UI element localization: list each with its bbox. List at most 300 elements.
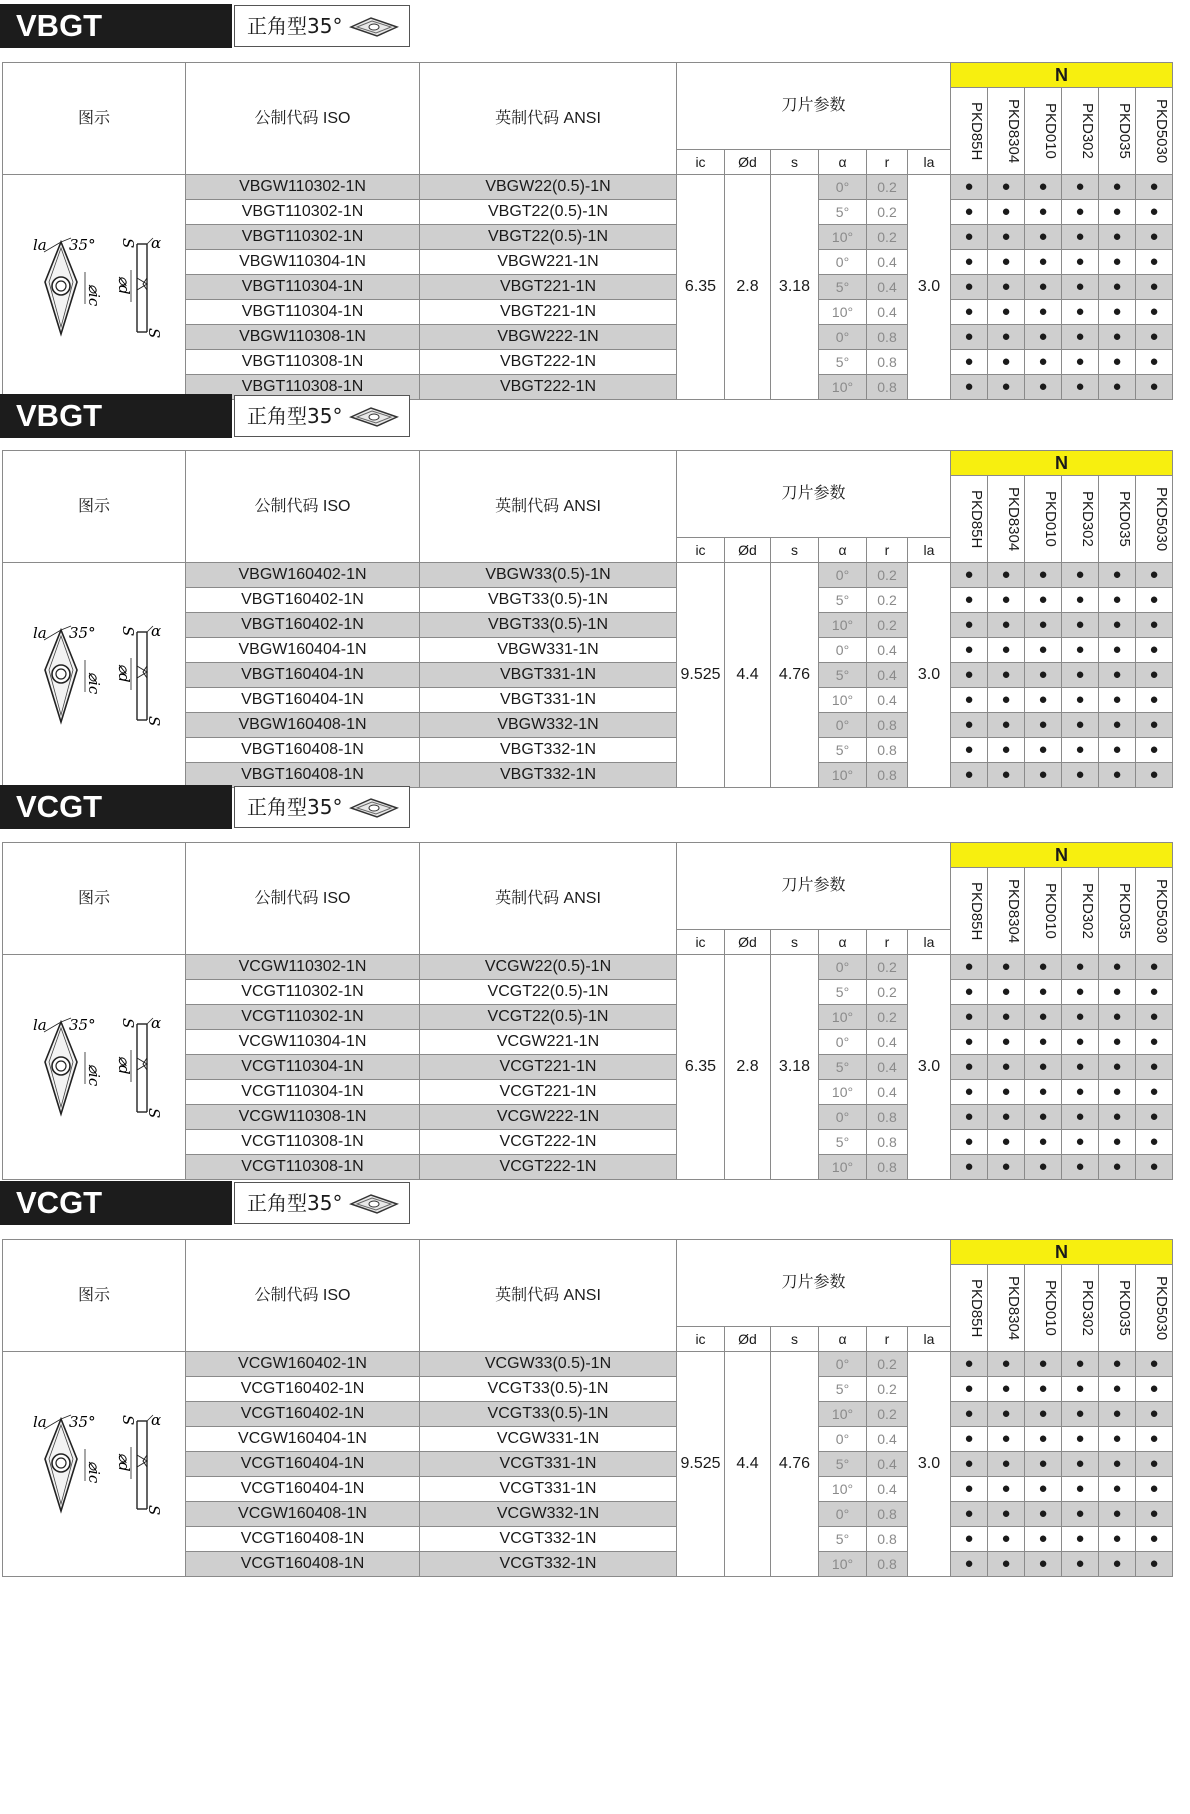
iso-code: VBGT160402-1N xyxy=(186,613,420,638)
availability-dot: ● xyxy=(1025,1502,1062,1527)
availability-dot: ● xyxy=(1136,1005,1173,1030)
r-value: 0.4 xyxy=(867,1477,908,1502)
param-subheader: Ød xyxy=(725,538,771,563)
grade-header-pkd8304: PKD8304 xyxy=(988,88,1025,175)
alpha-label: α xyxy=(151,233,162,252)
alpha-label: α xyxy=(151,1013,162,1032)
availability-dot: ● xyxy=(1025,275,1062,300)
s-thickness-label: S xyxy=(145,327,163,338)
ansi-code: VBGT22(0.5)-1N xyxy=(420,225,677,250)
header-row xyxy=(3,843,1173,868)
availability-dot: ● xyxy=(1136,763,1173,788)
iso-code: VBGT160408-1N xyxy=(186,738,420,763)
availability-dot: ● xyxy=(1062,980,1099,1005)
la-label: la xyxy=(33,623,47,642)
availability-dot: ● xyxy=(951,588,988,613)
param-subheader: Ød xyxy=(725,150,771,175)
alpha-value: 10° xyxy=(819,1005,867,1030)
availability-dot: ● xyxy=(1136,563,1173,588)
insert-geometry-diagram xyxy=(19,1401,169,1521)
param-subheader: s xyxy=(771,150,819,175)
param-subheader: s xyxy=(771,930,819,955)
grade-header-pkd8304: PKD8304 xyxy=(988,868,1025,955)
insert-spec-table xyxy=(2,62,1173,400)
ansi-code: VCGW22(0.5)-1N xyxy=(420,955,677,980)
availability-dot: ● xyxy=(951,638,988,663)
availability-dot: ● xyxy=(1025,1452,1062,1477)
r-value: 0.4 xyxy=(867,1427,908,1452)
grade-header-pkd302: PKD302 xyxy=(1062,1265,1099,1352)
rhombus-insert-icon xyxy=(349,406,399,428)
la-value: 3.0 xyxy=(908,955,951,1180)
availability-dot: ● xyxy=(1025,225,1062,250)
availability-dot: ● xyxy=(988,1080,1025,1105)
availability-dot: ● xyxy=(1062,325,1099,350)
angle-label: 35° xyxy=(69,235,96,254)
grade-header-pkd010: PKD010 xyxy=(1025,476,1062,563)
iso-code: VCGW110304-1N xyxy=(186,1030,420,1055)
alpha-value: 5° xyxy=(819,200,867,225)
param-subheader: la xyxy=(908,150,951,175)
availability-dot: ● xyxy=(951,1055,988,1080)
availability-dot: ● xyxy=(1062,738,1099,763)
grade-header-pkd85h: PKD85H xyxy=(951,476,988,563)
header-row xyxy=(3,1240,1173,1265)
availability-dot: ● xyxy=(951,350,988,375)
insert-code-title: VBGT xyxy=(0,394,232,438)
material-group-header: N xyxy=(951,451,1173,476)
availability-dot: ● xyxy=(1099,1105,1136,1130)
ic-label: ⌀ic xyxy=(85,1460,103,1483)
availability-dot: ● xyxy=(1136,1130,1173,1155)
grade-header-pkd85h: PKD85H xyxy=(951,868,988,955)
availability-dot: ● xyxy=(988,375,1025,400)
iso-code: VBGW110308-1N xyxy=(186,325,420,350)
availability-dot: ● xyxy=(951,250,988,275)
iso-code: VBGT160404-1N xyxy=(186,663,420,688)
availability-dot: ● xyxy=(1099,1352,1136,1377)
param-subheader: r xyxy=(867,1327,908,1352)
r-value: 0.8 xyxy=(867,1527,908,1552)
ansi-code: VCGT22(0.5)-1N xyxy=(420,1005,677,1030)
ansi-code: VBGW33(0.5)-1N xyxy=(420,563,677,588)
ansi-code: VCGW332-1N xyxy=(420,1502,677,1527)
param-subheader: ic xyxy=(677,1327,725,1352)
ansi-code: VBGT331-1N xyxy=(420,688,677,713)
la-label: la xyxy=(33,1412,47,1431)
availability-dot: ● xyxy=(951,375,988,400)
availability-dot: ● xyxy=(1025,638,1062,663)
availability-dot: ● xyxy=(1099,1452,1136,1477)
availability-dot: ● xyxy=(1025,1105,1062,1130)
r-value: 0.4 xyxy=(867,250,908,275)
r-value: 0.4 xyxy=(867,663,908,688)
iso-code: VCGW110302-1N xyxy=(186,955,420,980)
availability-dot: ● xyxy=(1025,1030,1062,1055)
insert-type-label: 正角型35° xyxy=(247,1191,343,1215)
iso-code: VBGW110302-1N xyxy=(186,175,420,200)
availability-dot: ● xyxy=(951,1005,988,1030)
param-subheader: r xyxy=(867,930,908,955)
ansi-header: 英制代码 ANSI xyxy=(420,1240,677,1352)
availability-dot: ● xyxy=(988,1552,1025,1577)
grade-header-pkd302: PKD302 xyxy=(1062,476,1099,563)
availability-dot: ● xyxy=(951,713,988,738)
ansi-header: 英制代码 ANSI xyxy=(420,843,677,955)
ic-value: 9.525 xyxy=(677,1352,725,1577)
availability-dot: ● xyxy=(1136,1352,1173,1377)
ansi-code: VBGW332-1N xyxy=(420,713,677,738)
availability-dot: ● xyxy=(951,1527,988,1552)
availability-dot: ● xyxy=(1062,688,1099,713)
availability-dot: ● xyxy=(988,350,1025,375)
s-value: 4.76 xyxy=(771,1352,819,1577)
iso-header: 公制代码 ISO xyxy=(186,451,420,563)
r-value: 0.2 xyxy=(867,955,908,980)
r-value: 0.8 xyxy=(867,375,908,400)
alpha-value: 5° xyxy=(819,1055,867,1080)
availability-dot: ● xyxy=(1099,200,1136,225)
r-value: 0.8 xyxy=(867,713,908,738)
ansi-code: VBGT33(0.5)-1N xyxy=(420,613,677,638)
ansi-code: VCGT222-1N xyxy=(420,1130,677,1155)
grade-header-pkd035: PKD035 xyxy=(1099,88,1136,175)
ansi-code: VCGW221-1N xyxy=(420,1030,677,1055)
insert-type-badge xyxy=(234,395,410,437)
availability-dot: ● xyxy=(1062,1452,1099,1477)
iso-code: VCGT160404-1N xyxy=(186,1477,420,1502)
s-value: 3.18 xyxy=(771,175,819,400)
ansi-code: VCGT33(0.5)-1N xyxy=(420,1377,677,1402)
availability-dot: ● xyxy=(1099,1055,1136,1080)
r-value: 0.2 xyxy=(867,563,908,588)
r-value: 0.8 xyxy=(867,1155,908,1180)
availability-dot: ● xyxy=(1136,225,1173,250)
alpha-value: 0° xyxy=(819,1030,867,1055)
ansi-code: VCGT331-1N xyxy=(420,1477,677,1502)
availability-dot: ● xyxy=(1136,613,1173,638)
availability-dot: ● xyxy=(1062,763,1099,788)
s-thickness-label: S xyxy=(145,1504,163,1515)
d-label: ⌀d xyxy=(115,275,133,295)
availability-dot: ● xyxy=(1136,1552,1173,1577)
r-value: 0.8 xyxy=(867,1502,908,1527)
iso-code: VCGT160402-1N xyxy=(186,1402,420,1427)
availability-dot: ● xyxy=(1062,1155,1099,1180)
ansi-code: VCGW331-1N xyxy=(420,1427,677,1452)
iso-code: VBGT110302-1N xyxy=(186,200,420,225)
availability-dot: ● xyxy=(1025,563,1062,588)
table-row xyxy=(3,175,1173,200)
ansi-header: 英制代码 ANSI xyxy=(420,63,677,175)
availability-dot: ● xyxy=(1025,1477,1062,1502)
availability-dot: ● xyxy=(1136,663,1173,688)
availability-dot: ● xyxy=(988,688,1025,713)
availability-dot: ● xyxy=(1136,1477,1173,1502)
param-subheader: Ød xyxy=(725,930,771,955)
ic-value: 9.525 xyxy=(677,563,725,788)
availability-dot: ● xyxy=(1025,1402,1062,1427)
availability-dot: ● xyxy=(1099,1005,1136,1030)
availability-dot: ● xyxy=(1136,375,1173,400)
alpha-value: 5° xyxy=(819,1527,867,1552)
iso-code: VBGT110308-1N xyxy=(186,375,420,400)
availability-dot: ● xyxy=(1025,375,1062,400)
availability-dot: ● xyxy=(1099,1552,1136,1577)
param-subheader: α xyxy=(819,150,867,175)
r-value: 0.4 xyxy=(867,1030,908,1055)
insert-type-label: 正角型35° xyxy=(247,14,343,38)
availability-dot: ● xyxy=(1025,325,1062,350)
availability-dot: ● xyxy=(951,688,988,713)
availability-dot: ● xyxy=(1099,250,1136,275)
grade-header-pkd035: PKD035 xyxy=(1099,868,1136,955)
insert-spec-table xyxy=(2,842,1173,1180)
header-row xyxy=(3,451,1173,476)
iso-code: VBGT160402-1N xyxy=(186,588,420,613)
d-value: 2.8 xyxy=(725,955,771,1180)
ansi-code: VBGT22(0.5)-1N xyxy=(420,200,677,225)
s-value: 4.76 xyxy=(771,563,819,788)
grade-header-pkd5030: PKD5030 xyxy=(1136,476,1173,563)
s-label: S xyxy=(119,1017,137,1028)
availability-dot: ● xyxy=(988,1477,1025,1502)
insert-code-title: VCGT xyxy=(0,785,232,829)
r-value: 0.4 xyxy=(867,688,908,713)
alpha-value: 0° xyxy=(819,1352,867,1377)
iso-code: VBGT110302-1N xyxy=(186,225,420,250)
insert-type-badge xyxy=(234,5,410,47)
availability-dot: ● xyxy=(951,1030,988,1055)
availability-dot: ● xyxy=(951,1105,988,1130)
availability-dot: ● xyxy=(988,1352,1025,1377)
availability-dot: ● xyxy=(1025,1552,1062,1577)
alpha-value: 0° xyxy=(819,563,867,588)
availability-dot: ● xyxy=(988,955,1025,980)
availability-dot: ● xyxy=(1025,1155,1062,1180)
ansi-code: VCGT221-1N xyxy=(420,1055,677,1080)
availability-dot: ● xyxy=(1099,588,1136,613)
d-value: 4.4 xyxy=(725,1352,771,1577)
alpha-value: 0° xyxy=(819,175,867,200)
r-value: 0.4 xyxy=(867,1080,908,1105)
availability-dot: ● xyxy=(1099,613,1136,638)
availability-dot: ● xyxy=(951,955,988,980)
availability-dot: ● xyxy=(1099,663,1136,688)
alpha-value: 0° xyxy=(819,250,867,275)
availability-dot: ● xyxy=(1025,663,1062,688)
availability-dot: ● xyxy=(988,1427,1025,1452)
grade-header-pkd035: PKD035 xyxy=(1099,1265,1136,1352)
availability-dot: ● xyxy=(1062,955,1099,980)
r-value: 0.8 xyxy=(867,763,908,788)
availability-dot: ● xyxy=(1099,738,1136,763)
r-value: 0.8 xyxy=(867,1552,908,1577)
availability-dot: ● xyxy=(1062,713,1099,738)
ansi-code: VCGT22(0.5)-1N xyxy=(420,980,677,1005)
availability-dot: ● xyxy=(1025,1080,1062,1105)
iso-code: VBGW160402-1N xyxy=(186,563,420,588)
availability-dot: ● xyxy=(988,175,1025,200)
r-value: 0.2 xyxy=(867,613,908,638)
insert-type-badge xyxy=(234,1182,410,1224)
r-value: 0.8 xyxy=(867,1130,908,1155)
availability-dot: ● xyxy=(1136,1402,1173,1427)
availability-dot: ● xyxy=(951,1155,988,1180)
availability-dot: ● xyxy=(1099,375,1136,400)
angle-label: 35° xyxy=(69,1015,96,1034)
insert-geometry-diagram xyxy=(19,224,169,344)
diagram-header: 图示 xyxy=(3,63,186,175)
availability-dot: ● xyxy=(1099,325,1136,350)
alpha-value: 10° xyxy=(819,1552,867,1577)
ansi-code: VCGT332-1N xyxy=(420,1552,677,1577)
availability-dot: ● xyxy=(1099,955,1136,980)
availability-dot: ● xyxy=(988,980,1025,1005)
r-value: 0.8 xyxy=(867,350,908,375)
availability-dot: ● xyxy=(951,1552,988,1577)
iso-code: VBGW160408-1N xyxy=(186,713,420,738)
material-group-header: N xyxy=(951,1240,1173,1265)
availability-dot: ● xyxy=(1099,350,1136,375)
availability-dot: ● xyxy=(1136,275,1173,300)
alpha-value: 5° xyxy=(819,738,867,763)
iso-code: VCGW160402-1N xyxy=(186,1352,420,1377)
availability-dot: ● xyxy=(1025,1427,1062,1452)
availability-dot: ● xyxy=(988,325,1025,350)
iso-code: VBGT110304-1N xyxy=(186,275,420,300)
availability-dot: ● xyxy=(1136,1030,1173,1055)
availability-dot: ● xyxy=(1062,1552,1099,1577)
diagram-cell xyxy=(3,175,186,400)
availability-dot: ● xyxy=(988,200,1025,225)
ansi-code: VBGT331-1N xyxy=(420,663,677,688)
r-value: 0.4 xyxy=(867,1055,908,1080)
la-label: la xyxy=(33,1015,47,1034)
availability-dot: ● xyxy=(951,275,988,300)
availability-dot: ● xyxy=(1062,663,1099,688)
availability-dot: ● xyxy=(1136,1055,1173,1080)
availability-dot: ● xyxy=(1136,1427,1173,1452)
insert-geometry-diagram xyxy=(19,612,169,732)
table-row xyxy=(3,1352,1173,1377)
insert-type-label: 正角型35° xyxy=(247,795,343,819)
param-subheader: la xyxy=(908,930,951,955)
ic-label: ⌀ic xyxy=(85,671,103,694)
d-label: ⌀d xyxy=(115,663,133,683)
iso-header: 公制代码 ISO xyxy=(186,1240,420,1352)
availability-dot: ● xyxy=(1062,1105,1099,1130)
availability-dot: ● xyxy=(1062,300,1099,325)
grade-header-pkd8304: PKD8304 xyxy=(988,476,1025,563)
availability-dot: ● xyxy=(1136,688,1173,713)
s-label: S xyxy=(119,625,137,636)
la-value: 3.0 xyxy=(908,563,951,788)
grade-header-pkd302: PKD302 xyxy=(1062,88,1099,175)
availability-dot: ● xyxy=(1136,1105,1173,1130)
rhombus-insert-icon xyxy=(349,16,399,38)
ansi-code: VBGT33(0.5)-1N xyxy=(420,588,677,613)
alpha-value: 0° xyxy=(819,713,867,738)
availability-dot: ● xyxy=(988,1402,1025,1427)
diagram-header: 图示 xyxy=(3,843,186,955)
iso-code: VBGT160408-1N xyxy=(186,763,420,788)
alpha-label: α xyxy=(151,1410,162,1429)
availability-dot: ● xyxy=(1136,588,1173,613)
param-subheader: s xyxy=(771,1327,819,1352)
availability-dot: ● xyxy=(988,1452,1025,1477)
iso-code: VCGT160408-1N xyxy=(186,1552,420,1577)
availability-dot: ● xyxy=(1062,1130,1099,1155)
iso-code: VBGT110304-1N xyxy=(186,300,420,325)
availability-dot: ● xyxy=(951,1502,988,1527)
param-subheader: s xyxy=(771,538,819,563)
availability-dot: ● xyxy=(1099,980,1136,1005)
availability-dot: ● xyxy=(1136,1080,1173,1105)
insert-code-title: VCGT xyxy=(0,1181,232,1225)
d-label: ⌀d xyxy=(115,1055,133,1075)
diagram-cell xyxy=(3,955,186,1180)
alpha-value: 0° xyxy=(819,1502,867,1527)
params-header: 刀片参数 xyxy=(677,1240,951,1327)
insert-code-title: VBGT xyxy=(0,4,232,48)
availability-dot: ● xyxy=(988,1527,1025,1552)
insert-type-label: 正角型35° xyxy=(247,404,343,428)
r-value: 0.2 xyxy=(867,175,908,200)
availability-dot: ● xyxy=(1136,250,1173,275)
availability-dot: ● xyxy=(951,1402,988,1427)
iso-header: 公制代码 ISO xyxy=(186,843,420,955)
r-value: 0.2 xyxy=(867,588,908,613)
ansi-code: VBGT332-1N xyxy=(420,763,677,788)
availability-dot: ● xyxy=(1025,613,1062,638)
alpha-value: 5° xyxy=(819,980,867,1005)
availability-dot: ● xyxy=(988,763,1025,788)
availability-dot: ● xyxy=(1136,980,1173,1005)
availability-dot: ● xyxy=(1062,175,1099,200)
availability-dot: ● xyxy=(988,1030,1025,1055)
d-label: ⌀d xyxy=(115,1452,133,1472)
grade-header-pkd85h: PKD85H xyxy=(951,1265,988,1352)
availability-dot: ● xyxy=(988,1105,1025,1130)
availability-dot: ● xyxy=(988,738,1025,763)
alpha-value: 0° xyxy=(819,955,867,980)
availability-dot: ● xyxy=(1025,763,1062,788)
diagram-header: 图示 xyxy=(3,1240,186,1352)
availability-dot: ● xyxy=(951,1477,988,1502)
alpha-value: 10° xyxy=(819,375,867,400)
iso-code: VBGT160404-1N xyxy=(186,688,420,713)
availability-dot: ● xyxy=(1062,1377,1099,1402)
availability-dot: ● xyxy=(1062,1402,1099,1427)
r-value: 0.8 xyxy=(867,325,908,350)
r-value: 0.2 xyxy=(867,1402,908,1427)
r-value: 0.4 xyxy=(867,275,908,300)
iso-code: VCGT110308-1N xyxy=(186,1130,420,1155)
availability-dot: ● xyxy=(988,1155,1025,1180)
availability-dot: ● xyxy=(1062,1427,1099,1452)
params-header: 刀片参数 xyxy=(677,843,951,930)
availability-dot: ● xyxy=(1099,1502,1136,1527)
alpha-value: 10° xyxy=(819,300,867,325)
availability-dot: ● xyxy=(951,300,988,325)
diagram-cell xyxy=(3,563,186,788)
ansi-code: VCGW222-1N xyxy=(420,1105,677,1130)
grade-header-pkd5030: PKD5030 xyxy=(1136,1265,1173,1352)
r-value: 0.4 xyxy=(867,1452,908,1477)
alpha-value: 10° xyxy=(819,1477,867,1502)
alpha-label: α xyxy=(151,621,162,640)
